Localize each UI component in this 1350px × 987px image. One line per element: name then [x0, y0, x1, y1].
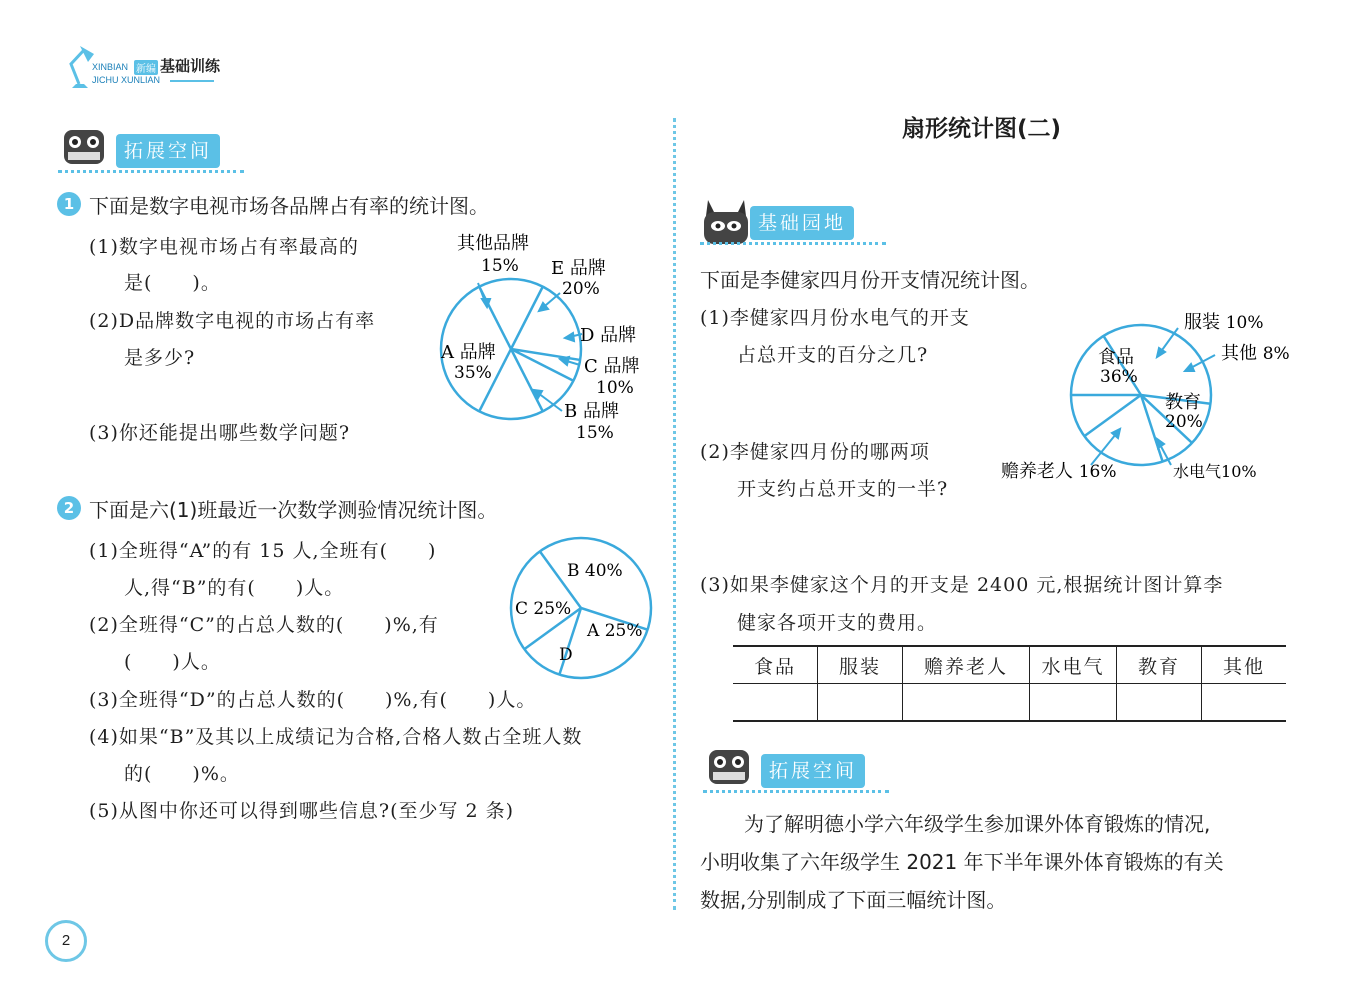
answer-cell-elder-care[interactable] [903, 684, 1030, 722]
table-header-education: 教育 [1117, 646, 1202, 684]
value-b-brand: 15% [576, 423, 614, 443]
page-number: 2 [45, 920, 87, 962]
q2-sub2-line1: (2)全班得“C”的占总人数的( )%,有 [89, 614, 439, 636]
table-header-food: 食品 [733, 646, 818, 684]
question-1-title: 下面是数字电视市场各品牌占有率的统计图。 [89, 194, 489, 218]
q1-sub1-line2: 是( )。 [124, 272, 221, 294]
banner-expand-left [58, 126, 250, 170]
answer-cell-other[interactable] [1202, 684, 1287, 722]
extension-paragraph-line2: 小明收集了六年级学生 2021 年下半年课外体育锻炼的有关 [700, 850, 1224, 874]
table-answer-row [733, 684, 1286, 722]
answer-cell-food[interactable] [733, 684, 818, 722]
value-c-brand: 10% [596, 378, 634, 398]
pie-slice-boundary [1084, 395, 1141, 436]
pie-chart-expenses [995, 305, 1310, 495]
label-grade-a: A 25% [587, 621, 643, 641]
q1-sub1-line1: (1)数字电视市场占有率最高的 [89, 236, 359, 258]
banner-dots [58, 170, 244, 173]
label-elder-care: 赡养老人 16% [1001, 461, 1117, 482]
answer-cell-utilities[interactable] [1030, 684, 1117, 722]
table-header-other: 其他 [1202, 646, 1287, 684]
expense-q2-line1: (2)李健家四月份的哪两项 [700, 441, 930, 463]
label-food: 食品 [1098, 347, 1134, 368]
q1-sub2-line2: 是多少? [124, 347, 196, 369]
table-header-utilities: 水电气 [1030, 646, 1117, 684]
question-number-1: 1 [57, 192, 81, 216]
logo-text-bottom: JICHU XUNLIAN [92, 75, 161, 85]
lamp-logo-icon [62, 44, 96, 90]
value-e-brand: 20% [562, 279, 600, 299]
banner-dots [703, 790, 889, 793]
label-education: 教育 [1165, 392, 1201, 413]
label-c-brand: C 品牌 [584, 356, 640, 377]
expense-q1-line2: 占总开支的百分之几? [737, 344, 929, 366]
banner-title: 拓展空间 [116, 134, 220, 168]
expense-table [733, 645, 1286, 722]
expense-intro: 下面是李健家四月份开支情况统计图。 [700, 268, 1040, 292]
logo-underline [170, 80, 214, 82]
expense-q2-line2: 开支约占总开支的一半? [737, 478, 949, 500]
mascot-icon [58, 126, 110, 170]
pie-chart-brands [420, 225, 660, 445]
label-b-brand: B 品牌 [564, 401, 619, 422]
q1-sub2-line1: (2)D品牌数字电视的市场占有率 [89, 310, 376, 332]
label-other: 其他 8% [1221, 343, 1290, 364]
value-other-brand: 15% [481, 256, 519, 276]
banner-title: 拓展空间 [761, 754, 865, 788]
answer-cell-education[interactable] [1117, 684, 1202, 722]
logo-tag: 新编 [134, 60, 158, 75]
label-other-brand: 其他品牌 [457, 233, 529, 254]
q2-sub4-line2: 的( )%。 [124, 763, 240, 785]
rabbit-mascot-icon [700, 198, 752, 246]
banner-expand-right [703, 746, 893, 790]
banner-title: 基础园地 [750, 206, 854, 240]
label-grade-b: B 40% [567, 561, 623, 581]
section-title: 扇形统计图(二) [902, 116, 1062, 142]
question-2-title: 下面是六(1)班最近一次数学测验情况统计图。 [89, 498, 498, 522]
table-header-elder-care: 赡养老人 [903, 646, 1030, 684]
banner-basics [700, 198, 890, 242]
label-d-brand: D 品牌 [580, 325, 637, 346]
value-a-brand: 35% [454, 363, 492, 383]
q2-sub3: (3)全班得“D”的占总人数的( )%,有( )人。 [89, 689, 537, 711]
label-utilities: 水电气10% [1173, 462, 1257, 481]
answer-cell-clothing[interactable] [818, 684, 903, 722]
expense-q3-line1: (3)如果李健家这个月的开支是 2400 元,根据统计图计算李 [700, 574, 1224, 596]
logo-title: 基础训练 [160, 57, 221, 75]
page-divider [673, 118, 676, 910]
label-grade-d: D [559, 645, 573, 665]
value-education: 20% [1165, 412, 1203, 432]
q2-sub2-line2: ( )人。 [124, 651, 221, 673]
banner-dots [700, 242, 886, 245]
header-logo [62, 42, 232, 94]
label-clothing: 服装 10% [1184, 312, 1264, 333]
q2-sub5: (5)从图中你还可以得到哪些信息?(至少写 2 条) [89, 800, 515, 822]
question-number-2: 2 [57, 496, 81, 520]
mascot-icon [703, 746, 755, 790]
value-food: 36% [1100, 367, 1138, 387]
extension-paragraph-line3: 数据,分别制成了下面三幅统计图。 [700, 888, 1007, 912]
logo-text-top: XINBIAN [92, 62, 129, 72]
q1-sub3: (3)你还能提出哪些数学问题? [89, 422, 351, 444]
label-a-brand: A 品牌 [441, 342, 496, 363]
q2-sub1-line1: (1)全班得“A”的有 15 人,全班有( ) [89, 540, 437, 562]
table-header-row [733, 646, 1286, 684]
extension-paragraph-line1: 为了解明德小学六年级学生参加课外体育锻炼的情况, [744, 812, 1211, 836]
pie-slice-boundary [479, 287, 511, 349]
expense-q3-line2: 健家各项开支的费用。 [737, 612, 938, 634]
q2-sub1-line2: 人,得“B”的有( )人。 [124, 577, 345, 599]
expense-q1-line1: (1)李健家四月份水电气的开支 [700, 307, 970, 329]
q2-sub4-line1: (4)如果“B”及其以上成绩记为合格,合格人数占全班人数 [89, 726, 583, 748]
label-grade-c: C 25% [515, 599, 572, 619]
pie-chart-grades [505, 533, 657, 683]
label-e-brand: E 品牌 [551, 258, 606, 279]
table-header-clothing: 服装 [818, 646, 903, 684]
pie-slice-boundary [511, 287, 543, 349]
